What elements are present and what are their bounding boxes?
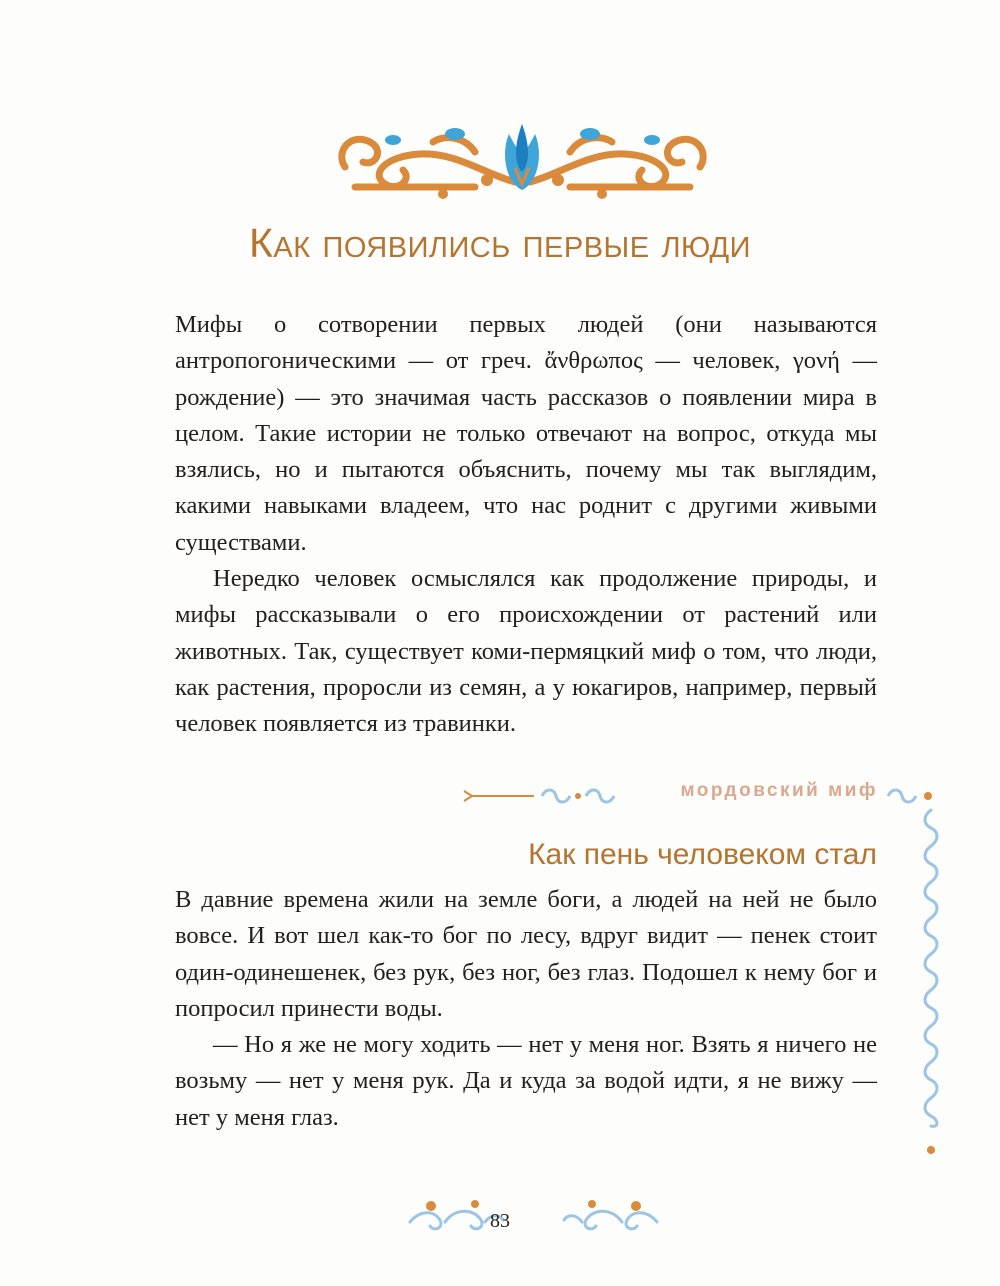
myth-label-row <box>462 780 942 810</box>
swirl-border-icon <box>916 790 946 1160</box>
myth-text <box>175 882 877 1136</box>
arrow-ornament-icon <box>462 786 622 806</box>
page-title: Как появились первые люди <box>249 220 751 266</box>
page-number: 83 <box>490 1210 510 1232</box>
floral-ornament-icon <box>325 112 720 202</box>
intro-text <box>175 307 877 743</box>
myth-title: Как пень человеком стал <box>528 838 877 871</box>
myth-label: мордовский миф <box>680 780 878 801</box>
myth-paragraph: В давние времена жили на земле боги, а людей на ней не было вовсе. И вот шел как-то бог по лесу, вдруг видит — пенек стоит один-одинешенек, без рук, без ног, без глаз. Подошел к нему бог и попросил принести воды. <box>175 886 877 1022</box>
myth-paragraph: — Но я же не могу ходить — нет у меня ног. Взять я ничего не возьму — нет у меня рук. Да и куда за водой идти, я не вижу — нет у меня глаз. <box>175 1031 877 1131</box>
intro-paragraph: Мифы о сотворении первых людей (они называются антропогоническими — от греч. ἄνθρωπος — человек, γονή — рождение) — это значимая часть рассказов о появлении мира в целом. Такие истории не только отвечают на вопрос, откуда мы взялись, но и пытаются объяснить, почему мы так выглядим, какими навыками владеем, что нас роднит с другими живыми существами. <box>175 311 877 556</box>
intro-paragraph: Нередко человек осмыслялся как продолжение природы, и мифы рассказывали о его происхождении от растений или животных. Так, существует коми-пермяцкий миф о том, что люди, как растения, проросли из семян, а у юкагиров, например, первый человек появляется из травинки. <box>175 565 877 738</box>
footer-ornament-right-icon <box>552 1192 662 1232</box>
